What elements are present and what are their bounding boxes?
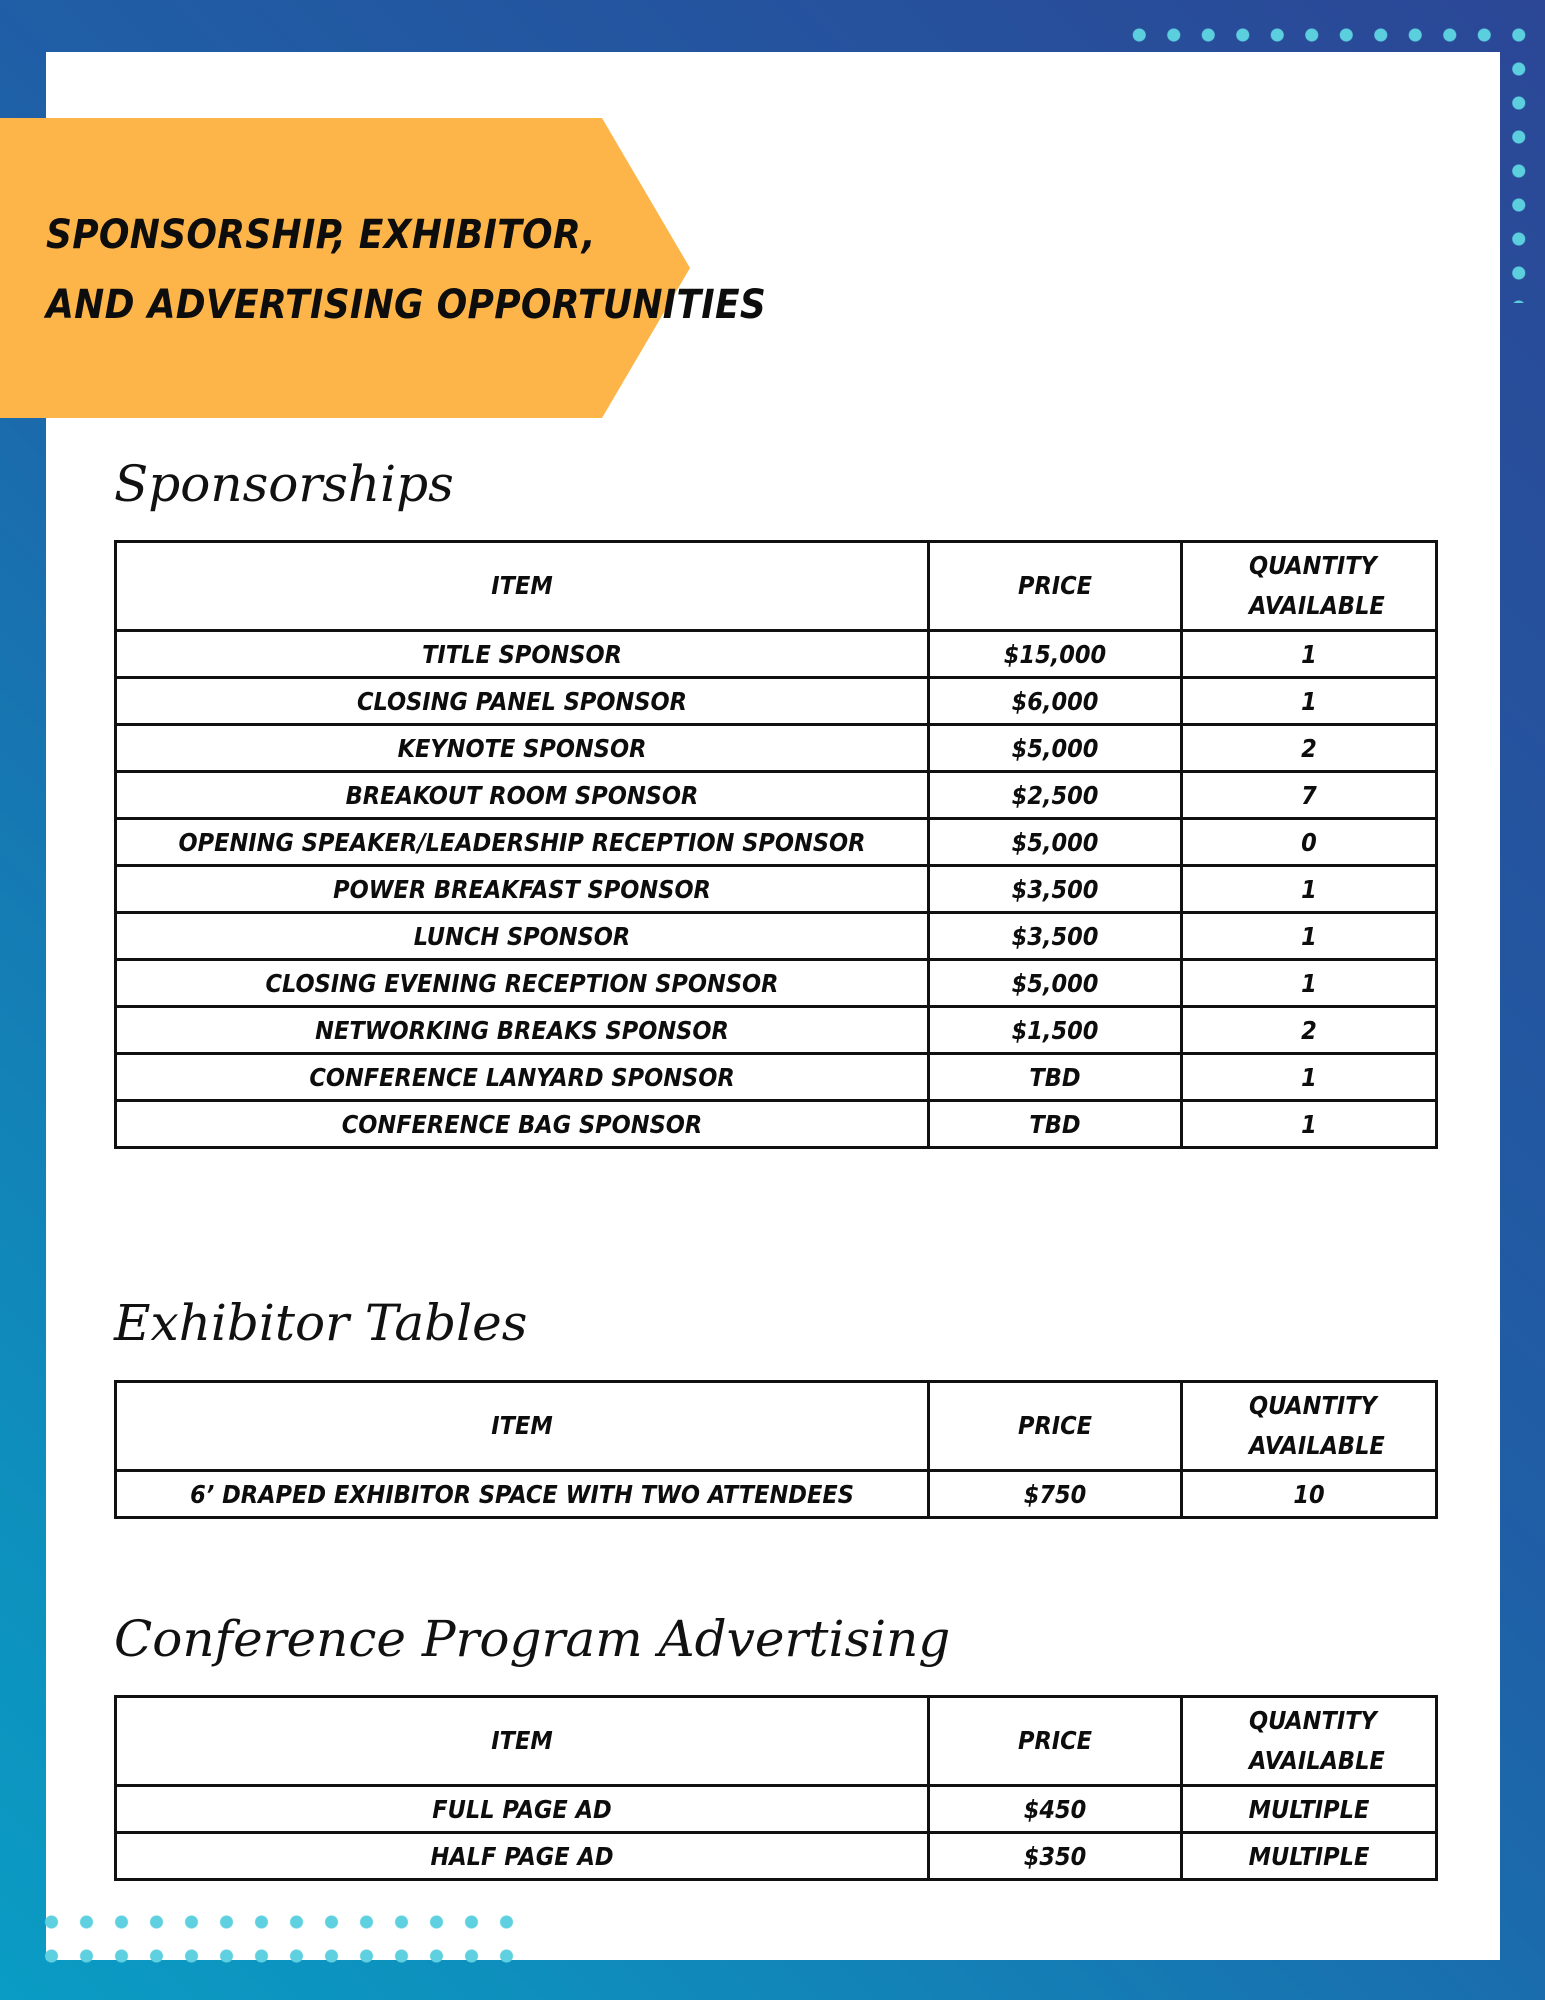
quantity-header-label: QUANTITY AVAILABLE (1249, 1706, 1385, 1775)
quantity-cell: MULTIPLE (1182, 1786, 1437, 1833)
item-cell: TITLE SPONSOR (116, 631, 929, 678)
price-cell: $5,000 (929, 960, 1182, 1007)
price-cell: $5,000 (929, 819, 1182, 866)
quantity-cell: 2 (1182, 1007, 1437, 1054)
item-cell: CLOSING PANEL SPONSOR (116, 678, 929, 725)
price-cell: $3,500 (929, 913, 1182, 960)
column-header-price: PRICE (929, 1697, 1182, 1786)
decorative-dots-bottom-left (34, 1905, 524, 1965)
sponsorships-heading: Sponsorships (114, 455, 454, 513)
exhibitor-table (114, 1380, 1438, 1519)
item-cell: BREAKOUT ROOM SPONSOR (116, 772, 929, 819)
advertising-table (114, 1695, 1438, 1881)
table-row (116, 819, 1437, 866)
table-header-row (116, 1697, 1437, 1786)
page-title-line-1: SPONSORSHIP, EXHIBITOR, (46, 212, 596, 258)
sponsorships-table (114, 540, 1438, 1149)
table-row (116, 678, 1437, 725)
quantity-header-label: QUANTITY AVAILABLE (1249, 551, 1385, 620)
item-cell: 6’ DRAPED EXHIBITOR SPACE WITH TWO ATTENDEES (116, 1471, 929, 1518)
price-cell: $5,000 (929, 725, 1182, 772)
table-row (116, 1471, 1437, 1518)
quantity-cell: 1 (1182, 631, 1437, 678)
table-row (116, 1007, 1437, 1054)
quantity-cell: 10 (1182, 1471, 1437, 1518)
advertising-rows (116, 1786, 1437, 1880)
table-row (116, 960, 1437, 1007)
quantity-cell: 0 (1182, 819, 1437, 866)
quantity-header-label: QUANTITY AVAILABLE (1249, 1391, 1385, 1460)
item-cell: LUNCH SPONSOR (116, 913, 929, 960)
page-title (46, 200, 766, 340)
column-header-item: ITEM (116, 1697, 929, 1786)
quantity-cell: MULTIPLE (1182, 1833, 1437, 1880)
price-cell: $15,000 (929, 631, 1182, 678)
table-row (116, 1786, 1437, 1833)
table-row (116, 866, 1437, 913)
column-header-item: ITEM (116, 542, 929, 631)
item-cell: POWER BREAKFAST SPONSOR (116, 866, 929, 913)
table-header-row (116, 542, 1437, 631)
exhibitor-rows (116, 1471, 1437, 1518)
table-row (116, 631, 1437, 678)
item-cell: FULL PAGE AD (116, 1786, 929, 1833)
price-cell: $750 (929, 1471, 1182, 1518)
price-cell: TBD (929, 1101, 1182, 1148)
quantity-cell: 1 (1182, 866, 1437, 913)
quantity-cell: 1 (1182, 1054, 1437, 1101)
item-cell: CONFERENCE BAG SPONSOR (116, 1101, 929, 1148)
quantity-cell: 7 (1182, 772, 1437, 819)
table-row (116, 772, 1437, 819)
quantity-cell: 1 (1182, 960, 1437, 1007)
price-cell: $350 (929, 1833, 1182, 1880)
price-cell: TBD (929, 1054, 1182, 1101)
price-cell: $3,500 (929, 866, 1182, 913)
column-header-price: PRICE (929, 1382, 1182, 1471)
item-cell: CONFERENCE LANYARD SPONSOR (116, 1054, 929, 1101)
price-cell: $6,000 (929, 678, 1182, 725)
column-header-price: PRICE (929, 542, 1182, 631)
item-cell: CLOSING EVENING RECEPTION SPONSOR (116, 960, 929, 1007)
column-header-item: ITEM (116, 1382, 929, 1471)
table-row (116, 913, 1437, 960)
price-cell: $2,500 (929, 772, 1182, 819)
item-cell: OPENING SPEAKER/LEADERSHIP RECEPTION SPONSOR (116, 819, 929, 866)
table-row (116, 1054, 1437, 1101)
price-cell: $1,500 (929, 1007, 1182, 1054)
table-row (116, 1101, 1437, 1148)
advertising-heading: Conference Program Advertising (114, 1610, 951, 1668)
quantity-cell: 1 (1182, 678, 1437, 725)
quantity-cell: 1 (1182, 913, 1437, 960)
table-row (116, 1833, 1437, 1880)
table-header-row (116, 1382, 1437, 1471)
quantity-cell: 2 (1182, 725, 1437, 772)
sponsorships-rows (116, 631, 1437, 1148)
page-title-line-2: AND ADVERTISING OPPORTUNITIES (46, 282, 767, 328)
column-header-quantity (1182, 1697, 1437, 1786)
item-cell: NETWORKING BREAKS SPONSOR (116, 1007, 929, 1054)
column-header-quantity (1182, 1382, 1437, 1471)
quantity-cell: 1 (1182, 1101, 1437, 1148)
price-cell: $450 (929, 1786, 1182, 1833)
item-cell: HALF PAGE AD (116, 1833, 929, 1880)
exhibitor-heading: Exhibitor Tables (114, 1294, 528, 1352)
table-row (116, 725, 1437, 772)
column-header-quantity (1182, 542, 1437, 631)
item-cell: KEYNOTE SPONSOR (116, 725, 929, 772)
